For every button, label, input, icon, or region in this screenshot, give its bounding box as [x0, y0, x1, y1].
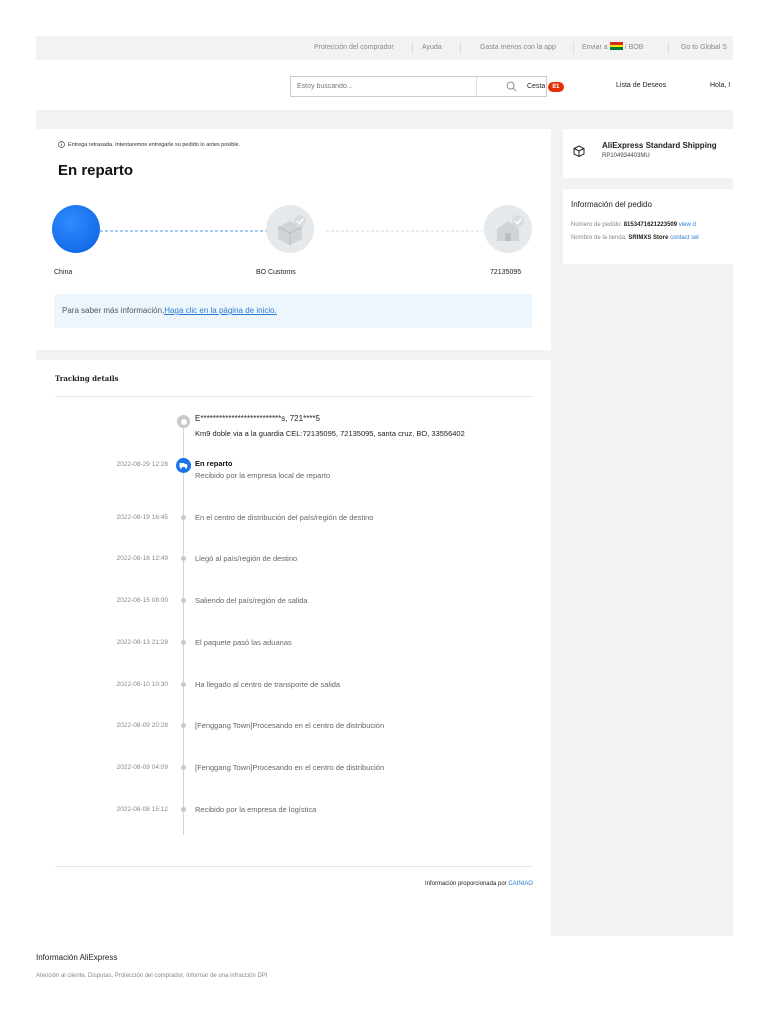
footer — [36, 936, 733, 988]
currency-label: / BOB — [624, 44, 644, 51]
progress-label-origin: China — [54, 269, 73, 276]
provided-by-label: Información proporcionada por — [424, 881, 507, 887]
timeline-dot — [181, 556, 186, 561]
progress-label-destination: 72135095 — [490, 269, 522, 276]
delivery-truck-icon — [176, 458, 191, 473]
event-text: Recibido por la empresa local de reparto — [195, 471, 331, 480]
site-header — [36, 61, 733, 111]
delay-notice-text: Entrega retrasada. Intentaremos entregarle su pedido lo antes posible. — [68, 141, 241, 148]
cainiao-link[interactable]: CAINIAO — [508, 881, 533, 887]
timeline-dot — [181, 640, 186, 645]
timeline-dot — [181, 515, 186, 520]
event-text: Ha llegado al centro de transporte de salida — [195, 680, 341, 689]
footer-title: Información AliExpress — [36, 953, 118, 962]
order-number-label: Número de pedido: — [571, 222, 623, 228]
contact-seller-link[interactable]: contact sel — [670, 235, 699, 241]
event-date: 2022-08-18 12:49 — [116, 555, 168, 562]
more-info-text: Para saber más información, — [62, 306, 165, 315]
event-text: [Fenggang Town]Procesando en el centro de distribución — [195, 763, 385, 772]
order-number: 8153471621223509 — [623, 222, 678, 228]
event-text: Llegó al país/región de destino — [195, 554, 298, 563]
store-row — [571, 235, 699, 241]
order-info-title: Información del pedido — [571, 200, 652, 209]
divider — [412, 42, 413, 54]
timeline-dot — [181, 598, 186, 603]
account-greeting[interactable]: Hola, I — [710, 82, 731, 89]
event-text: Recibido por la empresa de logística — [195, 805, 317, 814]
page-body — [36, 111, 733, 936]
event-date: 2022-08-09 04:09 — [116, 764, 168, 771]
divider — [460, 42, 461, 54]
package-icon — [572, 144, 586, 158]
timeline-dot — [181, 765, 186, 770]
search-input[interactable] — [291, 77, 477, 96]
more-info-box — [54, 294, 532, 328]
house-icon — [484, 205, 532, 253]
wishlist-link[interactable]: Lista de Deseos — [616, 82, 667, 89]
event-date: 2022-08-13 21:29 — [116, 639, 168, 646]
event-date: 2022-08-10 10:30 — [116, 681, 168, 688]
progress-label-customs: BO Customs — [256, 269, 296, 276]
address-pin-icon — [177, 415, 190, 428]
bolivia-flag-icon — [610, 42, 623, 50]
search-box — [290, 76, 547, 97]
store-name[interactable]: SRIMXS Store — [628, 235, 669, 241]
divider — [573, 42, 574, 54]
customs-box-icon — [266, 205, 314, 253]
top-utility-bar — [36, 36, 733, 60]
shipping-card — [563, 129, 733, 178]
cart-count-badge: 81 — [548, 82, 563, 92]
order-number-row — [571, 222, 696, 228]
shipping-tracking-number: RP104934403MU — [602, 153, 650, 159]
divider — [55, 866, 533, 867]
home-page-link[interactable]: Haga clic en la página de inicio. — [164, 306, 277, 315]
progress-node-origin — [52, 205, 100, 253]
timeline-dot — [181, 723, 186, 728]
event-date: 2022-08-15 08:00 — [116, 597, 168, 604]
progress-node-destination — [484, 205, 532, 253]
shipping-service: AliExpress Standard Shipping — [602, 141, 717, 150]
event-text: El paquete pasó las aduanas — [195, 638, 292, 647]
timeline-line — [183, 421, 184, 835]
footer-links[interactable]: Atención al cliente, Disputas, Protección del comprador, Informar de una infracción DPI — [36, 973, 268, 979]
order-info-card — [563, 189, 733, 264]
address-detail: Km9 doble via a la guardia CEL:72135095, 72135095, santa cruz, BO, 33556402 — [195, 429, 465, 438]
status-card — [36, 129, 551, 350]
delay-notice — [58, 141, 240, 148]
help-link[interactable]: Ayuda — [422, 44, 442, 51]
event-text: [Fenggang Town]Procesando en el centro de distribución — [195, 721, 385, 730]
tracking-title: Tracking details — [55, 374, 119, 383]
status-title: En reparto — [58, 162, 134, 179]
cart-label: Cesta — [527, 83, 546, 90]
view-details-link[interactable]: view d — [678, 222, 696, 228]
event-text: En el centro de distribución del país/región de destino — [195, 513, 374, 522]
data-provider-note — [425, 881, 533, 887]
address-name: E**************************s, 721****5 — [195, 414, 320, 423]
info-icon — [58, 141, 65, 148]
timeline-dot — [181, 807, 186, 812]
event-date: 2022-08-08 15:12 — [116, 806, 168, 813]
divider — [668, 42, 669, 54]
event-date: 2022-08-29 12:28 — [116, 461, 168, 468]
ship-to-label: Enviar a — [582, 44, 608, 51]
buyer-protection-link[interactable]: Protección del comprador — [314, 44, 394, 51]
event-date: 2022-08-09 20:28 — [116, 722, 168, 729]
search-icon — [506, 81, 517, 92]
event-title: En reparto — [195, 459, 233, 468]
global-site-link[interactable]: Go to Global S — [681, 44, 727, 51]
app-link[interactable]: Gasta menos con la app — [480, 44, 556, 51]
divider — [55, 396, 533, 397]
timeline-dot — [181, 682, 186, 687]
cart-link[interactable] — [527, 82, 564, 92]
ship-to-selector[interactable] — [582, 36, 643, 60]
event-date: 2022-08-19 16:45 — [116, 514, 168, 521]
event-text: Saliendo del país/región de salida — [195, 596, 308, 605]
progress-node-customs — [266, 205, 314, 253]
tracking-card — [36, 360, 551, 1016]
store-label: Nombre de la tienda: — [571, 235, 627, 241]
